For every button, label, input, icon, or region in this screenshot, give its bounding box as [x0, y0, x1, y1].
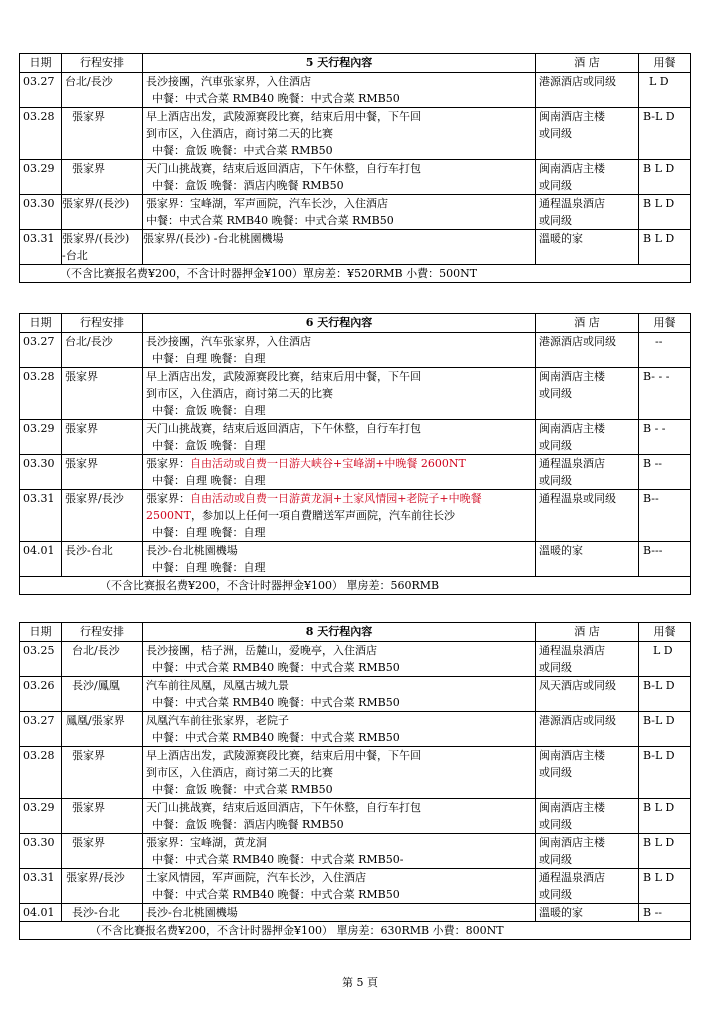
route-cell: 長沙-台北 — [62, 904, 143, 922]
hotel-cell: 通程温泉或同级 — [536, 490, 639, 542]
table-row — [20, 834, 691, 869]
itinerary-cell: 張家界：宝峰湖，黄龙洞 中餐：中式合菜 RMB40 晚餐：中式合菜 RMB50- — [143, 834, 536, 869]
date-cell: 03.30 — [20, 834, 62, 869]
meals-cell: B L D — [639, 195, 691, 230]
itinerary-cell: 長沙-台北桃園機場 中餐：自理 晚餐：自理 — [143, 542, 536, 577]
table-row — [20, 799, 691, 834]
hotel-cell: 溫暖的家 — [536, 904, 639, 922]
route-cell: 長沙/鳳凰 — [62, 677, 143, 712]
header-row — [20, 314, 691, 333]
table-row — [20, 420, 691, 455]
meals-cell: B L D — [639, 230, 691, 265]
table-row — [20, 368, 691, 420]
meals-cell: B L D — [639, 799, 691, 834]
date-cell: 04.01 — [20, 904, 62, 922]
page-number: 第 5 頁 — [342, 976, 378, 989]
meals-cell: B -- — [639, 455, 691, 490]
hotel-cell: 闽南酒店主楼 或同级 — [536, 747, 639, 799]
meals-cell: B-L D — [639, 712, 691, 747]
table-row — [20, 195, 691, 230]
date-cell: 03.25 — [20, 642, 62, 677]
date-cell: 03.31 — [20, 869, 62, 904]
itinerary-cell: 天门山挑战赛，结束后返回酒店，下午休整，自行车打包 中餐：盒饭 晚餐：酒店内晚餐 RMB50 — [143, 799, 536, 834]
table-row — [20, 230, 691, 265]
meals-cell: B L D — [639, 869, 691, 904]
footer-row — [20, 922, 691, 940]
itinerary-cell: 天门山挑战赛，结束后返回酒店，下午休整，自行车打包 中餐：盒饭 晚餐：自理 — [143, 420, 536, 455]
meals-cell: B-L D — [639, 677, 691, 712]
table-row — [20, 904, 691, 922]
hotel-cell: 港源酒店或同级 — [536, 73, 639, 108]
col-meals: 用餐 — [639, 623, 691, 642]
date-cell: 03.29 — [20, 420, 62, 455]
col-date: 日期 — [20, 54, 62, 73]
meals-cell: B - - — [639, 420, 691, 455]
col-route: 行程安排 — [62, 54, 143, 73]
optional-tour-text: 自由活动或自费一日游黄龙洞+土家风情园+老院子+中晚餐 — [190, 492, 482, 505]
itinerary-cell: 張家界：自由活动或自费一日游大峡谷+宝峰湖+中晚餐 2600NT 中餐：自理 晚餐：自理 — [143, 455, 536, 490]
meals-cell: B--- — [639, 542, 691, 577]
hotel-cell: 闽南酒店主楼 或同级 — [536, 420, 639, 455]
itinerary-cell: 長沙接團，汽車张家界，入住酒店 中餐：中式合菜 RMB40 晚餐：中式合菜 RMB50 — [143, 73, 536, 108]
table-row — [20, 542, 691, 577]
date-cell: 03.26 — [20, 677, 62, 712]
table-row — [20, 712, 691, 747]
footer-row — [20, 577, 691, 595]
table-row — [20, 160, 691, 195]
route-cell: 張家界 — [62, 368, 143, 420]
date-cell: 03.28 — [20, 747, 62, 799]
route-cell: 張家界/(長沙) -台北 — [62, 230, 143, 265]
col-meals: 用餐 — [639, 314, 691, 333]
date-cell: 03.29 — [20, 160, 62, 195]
hotel-cell: 闽南酒店主楼 或同级 — [536, 368, 639, 420]
route-cell: 張家界 — [62, 455, 143, 490]
hotel-cell: 闽南酒店主楼 或同级 — [536, 160, 639, 195]
date-cell: 04.01 — [20, 542, 62, 577]
date-cell: 03.28 — [20, 108, 62, 160]
meals-cell: L D — [639, 73, 691, 108]
route-cell: 張家界 — [62, 747, 143, 799]
route-cell: 張家界/(長沙) — [62, 195, 143, 230]
route-cell: 張家界 — [62, 108, 143, 160]
optional-tour-text: 自由活动或自费一日游大峡谷+宝峰湖+中晚餐 2600NT — [190, 457, 466, 470]
date-cell: 03.29 — [20, 799, 62, 834]
hotel-cell: 通程温泉酒店 或同级 — [536, 195, 639, 230]
hotel-cell: 通程温泉酒店 或同级 — [536, 869, 639, 904]
route-cell: 張家界 — [62, 799, 143, 834]
col-hotel: 酒 店 — [536, 54, 639, 73]
tour-title: 6 天行程內容 — [143, 314, 536, 333]
meals-cell: B-L D — [639, 108, 691, 160]
optional-tour-price: 2500NT — [146, 509, 191, 522]
meals-cell: B- - - — [639, 368, 691, 420]
date-cell: 03.30 — [20, 455, 62, 490]
table-row — [20, 747, 691, 799]
meals-cell: B L D — [639, 834, 691, 869]
table-row — [20, 108, 691, 160]
col-hotel: 酒 店 — [536, 623, 639, 642]
itinerary-cell: 凤凰汽车前往张家界，老院子 中餐：中式合菜 RMB40 晚餐：中式合菜 RMB50 — [143, 712, 536, 747]
date-cell: 03.27 — [20, 712, 62, 747]
date-cell: 03.31 — [20, 230, 62, 265]
route-cell: 台北/長沙 — [62, 642, 143, 677]
col-route: 行程安排 — [62, 623, 143, 642]
tour-6-table — [19, 313, 691, 595]
header-row — [20, 54, 691, 73]
itinerary-cell: 張家界：宝峰湖，军声画院，汽车长沙，入住酒店 中餐：中式合菜 RMB40 晚餐：中式合菜 RMB50 — [143, 195, 536, 230]
meals-cell: B L D — [639, 160, 691, 195]
date-cell: 03.30 — [20, 195, 62, 230]
itinerary-cell: 早上酒店出发，武陵源赛段比赛，结束后用中餐，下午回 到市区，入住酒店，商讨第二天的比赛 中餐：盒饭 晚餐：自理 — [143, 368, 536, 420]
date-cell: 03.31 — [20, 490, 62, 542]
itinerary-cell: 張家界：自由活动或自费一日游黄龙洞+土家风情园+老院子+中晚餐 2500NT，参加以上任何一項自費贈送军声画院，汽车前往长沙 中餐：自理 晚餐：自理 — [143, 490, 536, 542]
route-cell: 張家界/長沙 — [62, 869, 143, 904]
hotel-cell: 闽南酒店主楼 或同级 — [536, 834, 639, 869]
hotel-cell: 通程温泉酒店 或同级 — [536, 455, 639, 490]
route-cell: 鳳凰/張家界 — [62, 712, 143, 747]
hotel-cell: 通程温泉酒店 或同级 — [536, 642, 639, 677]
hotel-cell: 港源酒店或同级 — [536, 712, 639, 747]
route-cell: 張家界/長沙 — [62, 490, 143, 542]
route-cell: 張家界 — [62, 420, 143, 455]
hotel-cell: 闽南酒店主楼 或同级 — [536, 108, 639, 160]
tour-5-table — [19, 53, 691, 283]
tour-footer: （不含比賽报名费¥200，不含计时器押金¥100） 單房差：630RMB 小費：800NT — [20, 922, 691, 940]
route-cell: 台北/長沙 — [62, 333, 143, 368]
itinerary-cell: 土家风情园，军声画院，汽车长沙，入住酒店 中餐：中式合菜 RMB40 晚餐：中式合菜 RMB50 — [143, 869, 536, 904]
table-row — [20, 642, 691, 677]
col-hotel: 酒 店 — [536, 314, 639, 333]
date-cell: 03.27 — [20, 73, 62, 108]
header-row — [20, 623, 691, 642]
tour-title: 8 天行程內容 — [143, 623, 536, 642]
tour-footer: （不含比赛报名费¥200，不含计时器押金¥100） 單房差：560RMB — [20, 577, 691, 595]
itinerary-cell: 張家界/(長沙) -台北桃園機場 — [143, 230, 536, 265]
table-row — [20, 677, 691, 712]
col-route: 行程安排 — [62, 314, 143, 333]
route-cell: 長沙-台北 — [62, 542, 143, 577]
itinerary-cell: 天门山挑战赛，结束后返回酒店，下午休整，自行车打包 中餐：盒饭 晚餐：酒店内晚餐 RMB50 — [143, 160, 536, 195]
col-meals: 用餐 — [639, 54, 691, 73]
route-cell: 張家界 — [62, 160, 143, 195]
hotel-cell: 闽南酒店主楼 或同级 — [536, 799, 639, 834]
table-row — [20, 869, 691, 904]
tour-title: 5 天行程內容 — [143, 54, 536, 73]
meals-cell: L D — [639, 642, 691, 677]
tour-footer: （不含比赛报名费¥200，不含计时器押金¥100）單房差：¥520RMB 小費：500NT — [20, 265, 691, 283]
meals-cell: B-L D — [639, 747, 691, 799]
date-cell: 03.28 — [20, 368, 62, 420]
route-cell: 台北/長沙 — [62, 73, 143, 108]
meals-cell: B -- — [639, 904, 691, 922]
itinerary-cell: 長沙-台北桃園機場 — [143, 904, 536, 922]
col-date: 日期 — [20, 314, 62, 333]
table-row — [20, 73, 691, 108]
date-cell: 03.27 — [20, 333, 62, 368]
meals-cell: B-- — [639, 490, 691, 542]
hotel-cell: 溫暖的家 — [536, 542, 639, 577]
hotel-cell: 溫暖的家 — [536, 230, 639, 265]
table-row — [20, 455, 691, 490]
table-row — [20, 490, 691, 542]
meals-cell: -- — [639, 333, 691, 368]
itinerary-cell: 長沙接團，汽车张家界，入住酒店 中餐：自理 晚餐：自理 — [143, 333, 536, 368]
tour-8-table — [19, 622, 691, 940]
footer-row — [20, 265, 691, 283]
table-row — [20, 333, 691, 368]
itinerary-cell: 早上酒店出发，武陵源赛段比赛，结束后用中餐，下午回 到市区，入住酒店，商讨第二天的比赛 中餐：盒饭 晚餐：中式合菜 RMB50 — [143, 747, 536, 799]
itinerary-cell: 長沙接團，桔子洲，岳麓山，爱晚亭，入住酒店 中餐：中式合菜 RMB40 晚餐：中式合菜 RMB50 — [143, 642, 536, 677]
itinerary-cell: 早上酒店出发，武陵源赛段比赛，结束后用中餐，下午回 到市区，入住酒店，商讨第二天的比赛 中餐：盒饭 晚餐：中式合菜 RMB50 — [143, 108, 536, 160]
hotel-cell: 凤天酒店或同级 — [536, 677, 639, 712]
itinerary-cell: 汽车前往凤凰，凤凰古城九景 中餐：中式合菜 RMB40 晚餐：中式合菜 RMB50 — [143, 677, 536, 712]
hotel-cell: 港源酒店或同级 — [536, 333, 639, 368]
route-cell: 張家界 — [62, 834, 143, 869]
col-date: 日期 — [20, 623, 62, 642]
